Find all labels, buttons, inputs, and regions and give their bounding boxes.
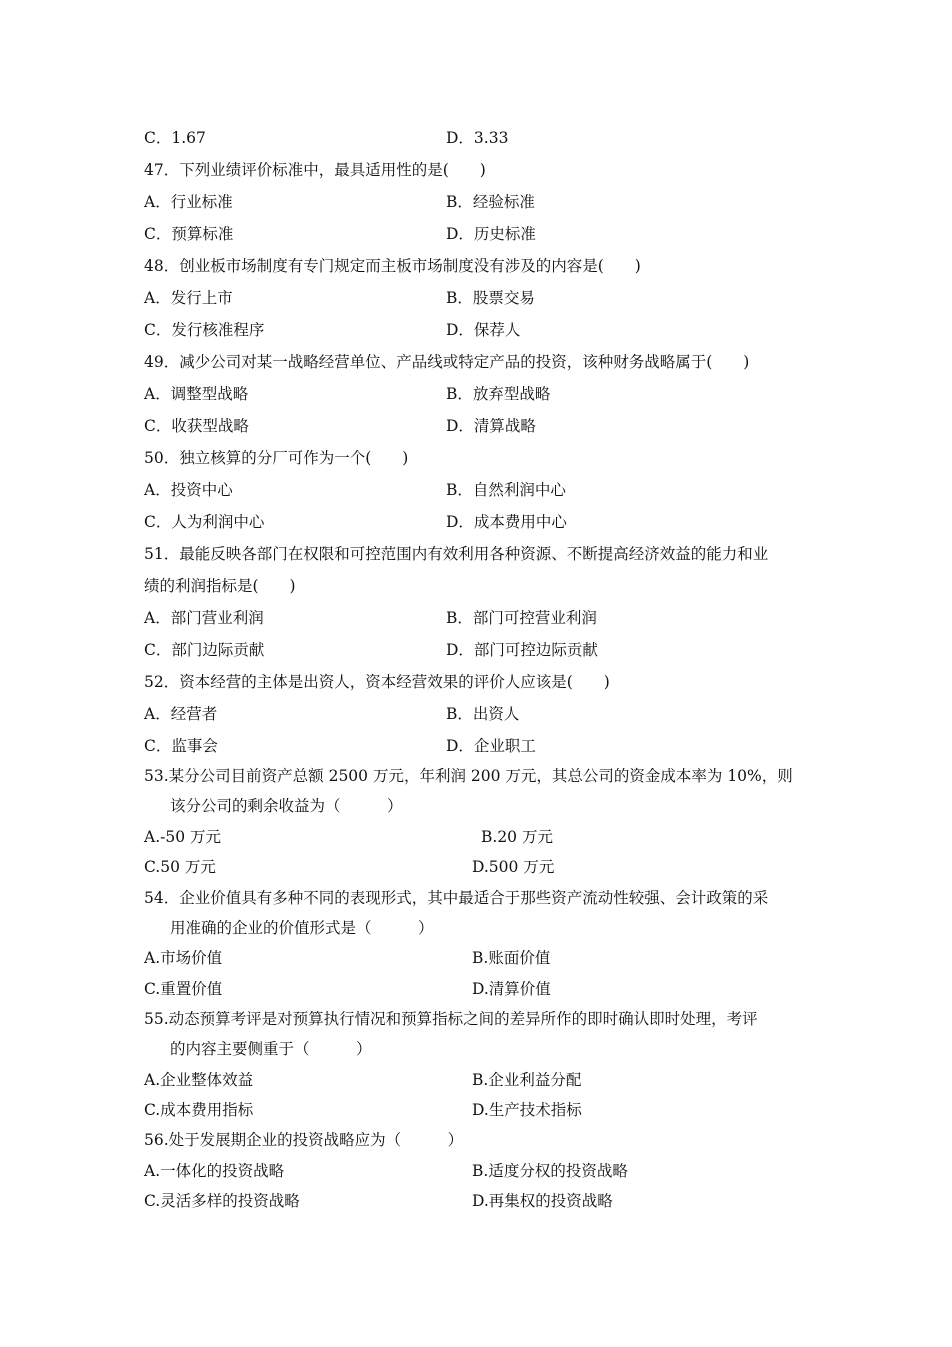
option-left: A.一体化的投资战略	[144, 1162, 285, 1180]
option-right: B．股票交易	[446, 289, 535, 307]
option-left: C．部门边际贡献	[144, 641, 265, 659]
option-right: D．成本费用中心	[446, 513, 567, 531]
option-left: C．收获型战略	[144, 417, 249, 435]
option-right: D．3.33	[446, 129, 509, 147]
option-left: C．监事会	[144, 737, 218, 755]
option-right: D．部门可控边际贡献	[446, 641, 598, 659]
option-left: A.企业整体效益	[144, 1071, 254, 1089]
option-left: A.市场价值	[144, 949, 223, 967]
option-right: B.20 万元	[481, 828, 553, 846]
option-left: C．1.67	[144, 129, 206, 147]
option-left: A．投资中心	[144, 481, 233, 499]
question-text: 48．创业板市场制度有专门规定而主板市场制度没有涉及的内容是( )	[144, 257, 641, 275]
option-left: A．行业标准	[144, 193, 233, 211]
option-right: B.账面价值	[472, 949, 551, 967]
option-left: C．人为利润中心	[144, 513, 265, 531]
question-text: 54．企业价值具有多种不同的表现形式，其中最适合于那些资产流动性较强、会计政策的采	[144, 889, 769, 907]
option-left: C.50 万元	[144, 858, 216, 876]
question-text: 56.处于发展期企业的投资战略应为（ ）	[144, 1131, 464, 1149]
option-left: C．预算标准	[144, 225, 234, 243]
question-text-continued: 用准确的企业的价值形式是（ ）	[170, 919, 434, 937]
option-right: D.清算价值	[472, 980, 551, 998]
option-right: B．自然利润中心	[446, 481, 566, 499]
option-left: C.成本费用指标	[144, 1101, 254, 1119]
option-right: D.500 万元	[472, 858, 555, 876]
question-text-continued: 该分公司的剩余收益为（ ）	[170, 797, 403, 815]
option-right: B．出资人	[446, 705, 520, 723]
option-right: B．经验标准	[446, 193, 535, 211]
option-left: A．发行上市	[144, 289, 233, 307]
option-left: A．部门营业利润	[144, 609, 264, 627]
option-left: C.灵活多样的投资战略	[144, 1192, 300, 1210]
question-text: 47．下列业绩评价标准中，最具适用性的是( )	[144, 161, 486, 179]
option-left: C．发行核准程序	[144, 321, 265, 339]
option-left: A.-50 万元	[144, 828, 222, 846]
question-text: 绩的利润指标是( )	[144, 577, 296, 595]
option-right: D.生产技术指标	[472, 1101, 582, 1119]
option-right: B．部门可控营业利润	[446, 609, 597, 627]
question-text: 51．最能反映各部门在权限和可控范围内有效利用各种资源、不断提高经济效益的能力和业	[144, 545, 769, 563]
question-text: 49．减少公司对某一战略经营单位、产品线或特定产品的投资，该种财务战略属于( )	[144, 353, 750, 371]
option-right: B.适度分权的投资战略	[472, 1162, 628, 1180]
question-text: 53.某分公司目前资产总额 2500 万元，年利润 200 万元，其总公司的资金成本率为 10%，则	[144, 767, 793, 785]
option-right: D.再集权的投资战略	[472, 1192, 613, 1210]
option-left: C.重置价值	[144, 980, 223, 998]
option-left: A．经营者	[144, 705, 218, 723]
option-right: B.企业利益分配	[472, 1071, 582, 1089]
option-right: D．历史标准	[446, 225, 536, 243]
option-right: D．清算战略	[446, 417, 536, 435]
question-text: 50．独立核算的分厂可作为一个( )	[144, 449, 409, 467]
question-text: 52．资本经营的主体是出资人，资本经营效果的评价人应该是( )	[144, 673, 610, 691]
question-text-continued: 的内容主要侧重于（ ）	[170, 1040, 372, 1058]
option-right: D．保荐人	[446, 321, 521, 339]
option-right: D．企业职工	[446, 737, 536, 755]
question-text: 55.动态预算考评是对预算执行情况和预算指标之间的差异所作的即时确认即时处理，考评	[144, 1010, 758, 1028]
option-left: A．调整型战略	[144, 385, 249, 403]
option-right: B．放弃型战略	[446, 385, 551, 403]
